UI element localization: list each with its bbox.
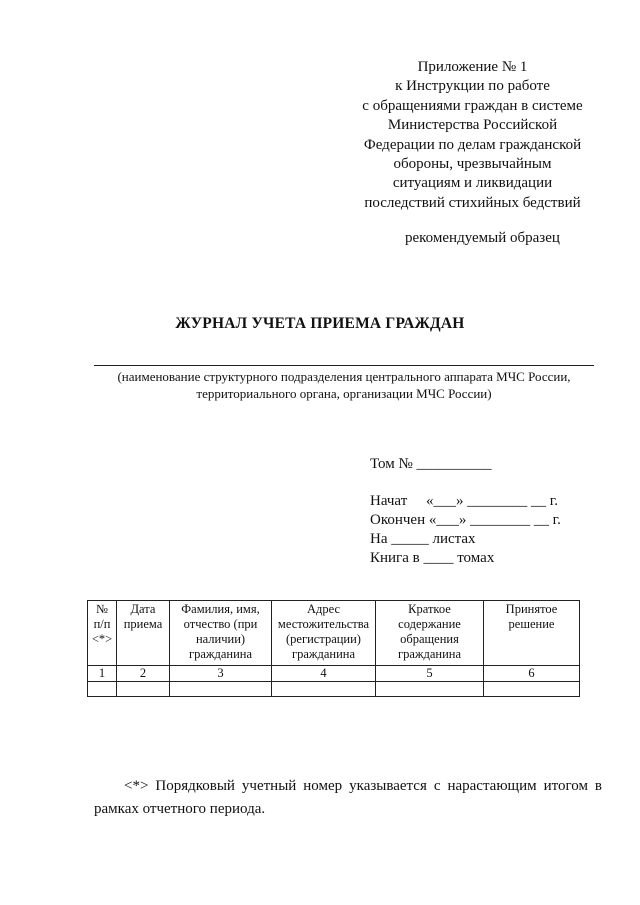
header-text: <*> [91, 632, 113, 646]
org-name-line [94, 365, 594, 366]
header-text: Принятое [505, 602, 558, 616]
appendix-line: ситуациям и ликвидации [392, 175, 553, 192]
appendix-heading [340, 58, 605, 213]
appendix-line: обороны, чрезвычайным [393, 156, 552, 173]
sheet-count: На _____ листах [370, 531, 476, 547]
appendix-line: Федерации по делам гражданской [363, 136, 582, 153]
column-number: 1 [88, 666, 117, 682]
column-number: 5 [376, 666, 484, 682]
header-text: Адрес [306, 602, 341, 616]
header-text: п/п [93, 617, 111, 631]
header-cell-number [88, 601, 117, 666]
end-date: Окончен «___» ________ __ г. [370, 512, 561, 528]
header-text: Краткое [408, 602, 451, 616]
table-cell [272, 682, 376, 697]
column-number: 6 [484, 666, 580, 682]
header-text: решение [508, 617, 555, 631]
header-cell-name [170, 601, 272, 666]
header-cell-decision [484, 601, 580, 666]
header-cell-date [117, 601, 170, 666]
header-text: (регистрации) [286, 632, 361, 646]
header-text: гражданина [188, 647, 253, 661]
org-name-caption [94, 368, 594, 402]
journal-table [87, 600, 580, 697]
column-number: 2 [117, 666, 170, 682]
header-text: Дата [130, 602, 156, 616]
table-cell [170, 682, 272, 697]
appendix-line: с обращениями граждан в системе [362, 97, 583, 114]
org-caption-line: территориального органа, организации МЧС России) [196, 386, 492, 401]
start-date: Начат «___» ________ __ г. [370, 493, 558, 509]
header-text: содержание [398, 617, 461, 631]
footnote: <*> Порядковый учетный номер указывается с нарастающим итогом в рамках отчетного периода. [94, 778, 602, 817]
appendix-line: последствий стихийных бедствий [364, 194, 581, 211]
table-cell [117, 682, 170, 697]
org-caption-line: (наименование структурного подразделения центрального аппарата МЧС России, [117, 369, 571, 384]
table-cell [88, 682, 117, 697]
header-text: отчество (при [183, 617, 258, 631]
appendix-line: Приложение № 1 [417, 59, 528, 75]
header-text: приема [123, 617, 163, 631]
table-cell [376, 682, 484, 697]
volume-number: Том № __________ [370, 456, 492, 472]
header-cell-summary [376, 601, 484, 666]
header-text: гражданина [397, 647, 462, 661]
appendix-line: к Инструкции по работе [395, 78, 550, 95]
volume-details [370, 455, 561, 568]
appendix-line: Министерства Российской [387, 117, 558, 134]
column-number-row [88, 666, 580, 682]
header-text: Фамилия, имя, [181, 602, 260, 616]
header-text: местожительства [277, 617, 370, 631]
header-text: гражданина [291, 647, 356, 661]
table-header-row [88, 601, 580, 666]
volume-count: Книга в ____ томах [370, 550, 495, 566]
table-row [88, 682, 580, 697]
document-title: ЖУРНАЛ УЧЕТА ПРИЕМА ГРАЖДАН [175, 315, 465, 332]
header-cell-address [272, 601, 376, 666]
header-text: обращения [400, 632, 459, 646]
header-text: № [96, 602, 108, 616]
column-number: 3 [170, 666, 272, 682]
sample-note: рекомендуемый образец [405, 230, 560, 246]
header-text: наличии) [195, 632, 246, 646]
table-cell [484, 682, 580, 697]
column-number: 4 [272, 666, 376, 682]
